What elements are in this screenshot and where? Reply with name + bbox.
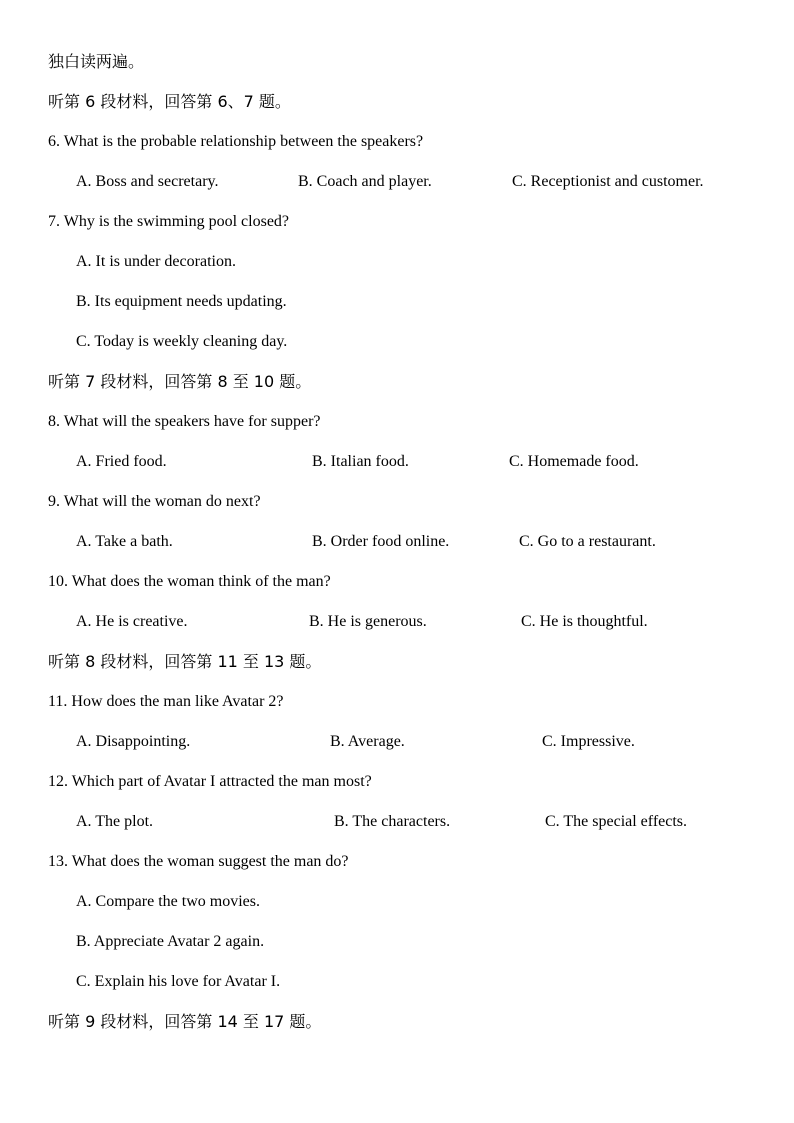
option-b: B. Coach and player.	[298, 173, 432, 190]
option-c: C. Impressive.	[542, 733, 635, 750]
option-c: C. Go to a restaurant.	[519, 533, 656, 550]
option-c: C. The special effects.	[545, 813, 688, 830]
section-6-heading: 听第 6 段材料，回答第 6、7 题。	[48, 92, 291, 111]
question-12-options	[0, 810, 794, 834]
option-b: B. Its equipment needs updating.	[76, 293, 287, 310]
option-a: A. Disappointing.	[76, 733, 191, 750]
option-a: A. Take a bath.	[76, 533, 173, 550]
question-11: 11. How does the man like Avatar 2?	[48, 693, 284, 710]
question-12: 12. Which part of Avatar I attracted the man most?	[48, 773, 372, 790]
question-13: 13. What does the woman suggest the man do?	[48, 853, 349, 870]
section-7-heading: 听第 7 段材料，回答第 8 至 10 题。	[48, 372, 312, 391]
option-b: B. The characters.	[334, 813, 451, 830]
option-a: A. Boss and secretary.	[76, 173, 219, 190]
option-c: C. Homemade food.	[509, 453, 639, 470]
question-10: 10. What does the woman think of the man?	[48, 573, 331, 590]
option-b: B. Average.	[330, 733, 405, 750]
question-7: 7. Why is the swimming pool closed?	[48, 213, 290, 230]
option-c: C. Receptionist and customer.	[512, 173, 704, 190]
question-6-options	[0, 170, 794, 194]
option-c: C. Explain his love for Avatar I.	[76, 973, 281, 990]
question-10-options	[0, 610, 794, 634]
section-8-heading: 听第 8 段材料，回答第 11 至 13 题。	[48, 652, 322, 671]
option-a: A. He is creative.	[76, 613, 188, 630]
option-b: B. Italian food.	[312, 453, 409, 470]
question-6: 6. What is the probable relationship between the speakers?	[48, 133, 424, 150]
question-8-options	[0, 450, 794, 474]
option-b: B. Order food online.	[312, 533, 450, 550]
option-b: B. He is generous.	[309, 613, 427, 630]
question-9: 9. What will the woman do next?	[48, 493, 261, 510]
question-11-options	[0, 730, 794, 754]
option-a: A. Fried food.	[76, 453, 167, 470]
question-8: 8. What will the speakers have for supper?	[48, 413, 321, 430]
intro-line: 独白读两遍。	[48, 52, 145, 71]
option-b: B. Appreciate Avatar 2 again.	[76, 933, 265, 950]
option-a: A. The plot.	[76, 813, 154, 830]
question-9-options	[0, 530, 794, 554]
section-9-heading: 听第 9 段材料，回答第 14 至 17 题。	[48, 1012, 322, 1031]
option-c: C. He is thoughtful.	[521, 613, 648, 630]
option-a: A. It is under decoration.	[76, 253, 236, 270]
option-c: C. Today is weekly cleaning day.	[76, 333, 288, 350]
option-a: A. Compare the two movies.	[76, 893, 260, 910]
